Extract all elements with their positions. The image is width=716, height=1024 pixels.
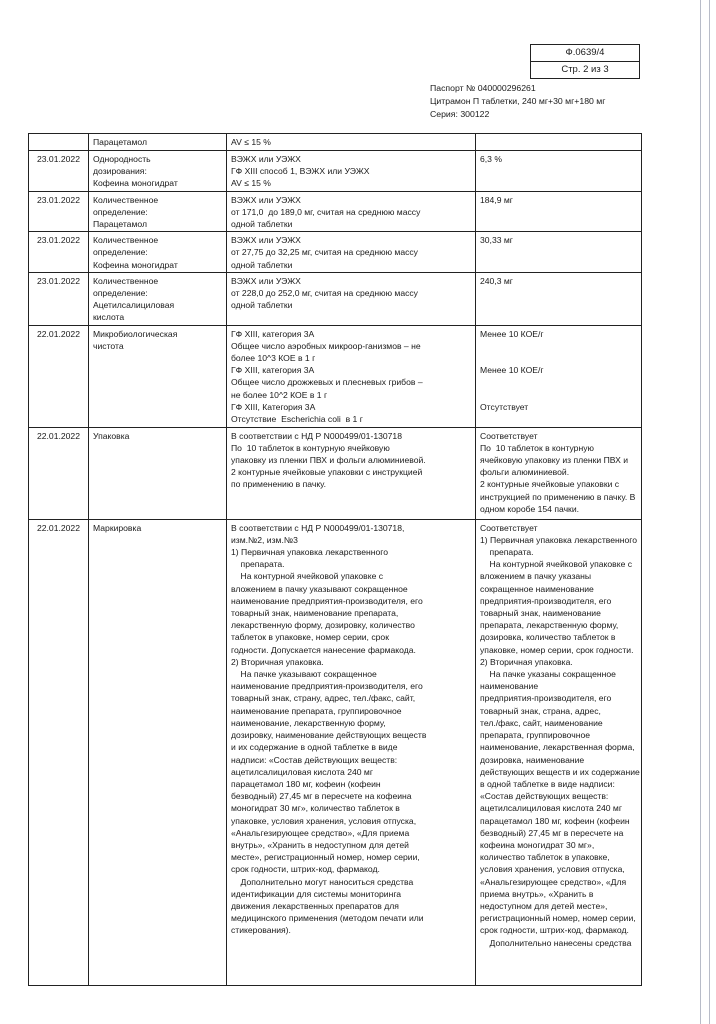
text-line: товарный знак, страна, адрес, [480,705,601,716]
table-row [29,134,642,151]
product-name: Цитрамон П таблетки, 240 мг+30 мг+180 мг [430,96,606,106]
text-line [480,376,637,388]
text-line: ВЭЖХ или УЭЖХ [231,154,301,164]
text-line: приема внутрь», «Хранить в [480,888,594,899]
text-line: ВЭЖХ или УЭЖХ [231,275,301,286]
test-name-cell [89,151,227,192]
text-line: Однородность [93,154,151,164]
table-row [29,427,642,519]
text-line: чистота [93,340,124,351]
text-line: предприятия-производителя, его [480,595,612,606]
text-line: безводный) 27,45 мг в пересчете на [480,827,624,838]
text-line: годности. Допускается нанесение фармакода. [231,644,416,655]
text-line: товарный знак, страну, адрес, тел./факс, сайт, [231,693,416,704]
text-line: недоступном для детей месте», [480,900,608,911]
norm-cell [227,232,476,273]
test-name-cell [89,272,227,325]
text-line: Количественное [93,275,159,286]
text-line: ГФ XIII, категория 3А [231,328,315,339]
form-code: Ф.0639/4 [565,47,605,58]
text-line: ВЭЖХ или УЭЖХ [231,194,301,205]
result-cell [476,427,642,519]
row-date: 23.01.2022 [29,232,89,273]
text-line: упаковке, условия хранения, условия отпуска, [231,815,417,826]
table-row [29,519,642,985]
text-line: внутрь», «Хранить в недоступном для детей [231,839,409,850]
text-line: стикерования). [231,925,291,936]
text-line: ГФ XIII способ 1, ВЭЖХ или УЭЖХ [231,166,370,177]
text-line: Отсутствует [480,401,529,412]
text-line: наименование препарата, группировочное [231,705,402,716]
batch-series: Серия: 300122 [430,109,490,119]
text-line: Количественное [93,194,159,205]
text-line: Соответствует [480,430,538,441]
text-line: фольги алюминиевой. [480,467,570,478]
text-line: наименование, лекарственную форму, [231,717,386,728]
text-line: Маркировка [93,522,142,533]
text-line: и их содержание в одной таблетке в виде [231,742,398,753]
text-line: моногидрат 30 мг», количество таблеток в [231,803,400,814]
norm-cell [227,134,476,151]
text-line: от 171,0 до 189,0 мг, считая на среднюю массу [231,206,421,217]
text-line: На пачке указаны сокращенное [480,669,616,680]
text-line: ацетилсалициловая кислота 240 мг [480,803,622,814]
text-line: дозирования: [93,166,147,177]
text-line: На контурной ячейковой упаковке с [480,559,633,570]
text-line: одной таблетки [231,219,293,230]
test-name-cell [89,519,227,985]
text-line: наименование предприятия-производителя, его [231,595,423,606]
text-line: 2 контурные ячейковые упаковки с [480,479,620,490]
text-line: от 27,75 до 32,25 мг, считая на среднюю массу [231,247,418,258]
result-cell [476,519,642,985]
text-line: ГФ XIII, категория 3А [231,365,315,376]
text-line: количество таблеток в упаковке, [480,852,610,863]
text-line: Общее число аэробных микроор-ганизмов – не [231,340,421,351]
page-number: Стр. 2 из 3 [531,61,639,78]
text-line: 30,33 мг [480,235,513,246]
text-line: срок годности, штрих-код, фармакод. [480,925,629,936]
scan-edge-line [700,0,701,1024]
text-line: 184,9 мг [480,194,513,205]
result-cell [476,232,642,273]
result-cell [476,325,642,427]
table-row [29,191,642,232]
text-line: препарата. [480,547,534,558]
text-line: не более 10^2 КОЕ в 1 г [231,389,328,400]
text-line: инструкцией по применению в пачку. В [480,491,636,502]
passport-number: Паспорт № 040000296261 [430,83,536,93]
row-date: 23.01.2022 [29,272,89,325]
result-cell [476,151,642,192]
text-line: Парацетамол [93,219,147,230]
text-line: дозировку, наименование действующих веществ [231,730,427,741]
result-cell [476,134,642,151]
text-line: вложением в пачку указаны [480,571,592,582]
text-line: сокращенное наименование [480,583,594,594]
text-line: На контурной ячейковой упаковке с [231,571,384,582]
text-line: Кофеина моногидрат [93,259,178,270]
text-line: товарный знак, наименование препарата, [231,608,399,619]
text-line: по применению в пачку. [231,479,327,490]
text-line: регистрационный номер, номер серии, [480,913,636,924]
text-line: кислота [93,312,125,323]
text-line: движения лекарственных препаратов для [231,900,399,911]
text-line: парацетамол 180 мг, кофеин (кофеин [231,778,381,789]
text-line: Дополнительно нанесены средства [480,937,632,948]
row-date: 22.01.2022 [29,325,89,427]
text-line: идентификации для системы мониторинга [231,888,402,899]
norm-cell [227,427,476,519]
test-results-table [28,133,642,986]
form-code-box [530,44,640,79]
text-line: ацетилсалициловая кислота 240 мг [231,766,373,777]
text-line: Менее 10 КОЕ/г [480,328,544,339]
text-line: AV ≤ 15 % [231,137,271,147]
table-row [29,325,642,427]
text-line: наименование, лекарственная форма, [480,742,635,753]
text-line: По 10 таблеток в контурную [480,442,594,453]
text-line: 2) Вторичная упаковка. [231,656,324,667]
text-line: В соответствии с НД Р N000499/01-130718 [231,430,402,441]
norm-cell [227,519,476,985]
norm-cell [227,151,476,192]
passport-info [430,82,605,121]
text-line: вложением в пачку указывают сокращенное [231,583,408,594]
text-line: По 10 таблеток в контурную ячейковую [231,442,390,453]
test-name-cell [89,232,227,273]
test-name-cell [89,134,227,151]
text-line: Соответствует [480,522,538,533]
row-date: 22.01.2022 [29,427,89,519]
text-line: «Анальгезирующее средство», «Для приема [231,827,410,838]
text-line: условия хранения, условия отпуска, [480,864,625,875]
text-line: Парацетамол [93,137,147,147]
text-line: безводный) 27,45 мг в пересчете на кофеина [231,791,412,802]
text-line: Упаковка [93,430,130,441]
text-line: медицинского применения (методом печати или [231,913,424,924]
text-line: 6,3 % [480,154,502,164]
text-line: от 228,0 до 252,0 мг, считая на среднюю массу [231,288,418,299]
text-line: товарный знак, наименование [480,608,601,619]
text-line: тел./факс, сайт, наименование [480,717,603,728]
text-line [480,389,637,401]
text-line: Микробиологическая [93,328,178,339]
norm-cell [227,272,476,325]
text-line: 1) Первичная упаковка лекарственного [231,547,388,558]
text-line: срок годности, штрих-код, фармакод. [231,864,380,875]
text-line: кофеина моногидрат 30 мг», [480,839,595,850]
text-line: На пачке указывают сокращенное [231,669,377,680]
text-line: более 10^3 КОЕ в 1 г [231,353,316,364]
text-line: предприятия-производителя, его [480,693,612,704]
text-line: «Анальгезирующее средство», «Для [480,876,627,887]
text-line: ВЭЖХ или УЭЖХ [231,235,301,246]
text-line: В соответствии с НД Р N000499/01-130718, [231,522,405,533]
text-line: дозировка, наименование [480,754,585,765]
row-date [29,134,89,151]
text-line: лекарственную форму, дозировку, количество [231,620,415,631]
text-line: 2) Вторичная упаковка. [480,656,573,667]
text-line: Ацетилсалициловая [93,300,175,311]
text-line: Дополнительно могут наноситься средства [231,876,414,887]
text-line: в одной таблетке в виде надписи: [480,778,615,789]
row-date: 23.01.2022 [29,151,89,192]
text-line: Кофеина моногидрат [93,178,178,189]
text-line: AV ≤ 15 % [231,178,271,189]
text-line: одной таблетки [231,300,293,311]
text-line: действующих веществ и их содержание [480,766,640,777]
table-row [29,232,642,273]
test-name-cell [89,427,227,519]
text-line: наименование предприятия-производителя, его [231,681,423,692]
text-line: ГФ XIII, Категория 3А [231,401,316,412]
text-line: ячейковую упаковку из пленки ПВХ и [480,455,629,466]
test-name-cell [89,191,227,232]
text-line: препарата, лекарственную форму, [480,620,619,631]
table-row [29,272,642,325]
text-line: наименование [480,681,539,692]
text-line: парацетамол 180 мг, кофеин (кофеин [480,815,630,826]
text-line: Менее 10 КОЕ/г [480,365,544,376]
norm-cell [227,325,476,427]
text-line: одном коробе 154 пачки. [480,503,580,514]
text-line: определение: [93,206,148,217]
text-line: месте», регистрационный номер, номер серии, [231,852,420,863]
text-line: упаковку из пленки ПВХ и фольги алюминиевой. [231,455,426,466]
result-cell [476,191,642,232]
text-line: упаковке, номер серии, срок годности. [480,644,634,655]
text-line: Количественное [93,235,159,246]
text-line: Отсутствие Escherichia coli в 1 г [231,414,363,425]
text-line: препарата, группировочное [480,730,591,741]
text-line: 1) Первичная упаковка лекарственного [480,534,637,545]
text-line: «Состав действующих веществ: [480,791,609,802]
text-line: 240,3 мг [480,275,513,286]
text-line: 2 контурные ячейковые упаковки с инструкцией [231,467,423,478]
text-line: определение: [93,247,148,258]
text-line: Общее число дрожжевых и плесневых грибов – [231,377,423,388]
text-line: дозировка, количество таблеток в [480,632,616,643]
text-line: препарата. [231,559,285,570]
text-line [480,352,637,364]
text-line: изм.№2, изм.№3 [231,534,298,545]
text-line [480,340,637,352]
row-date: 22.01.2022 [29,519,89,985]
table-row [29,151,642,192]
text-line: определение: [93,288,148,299]
row-date: 23.01.2022 [29,191,89,232]
text-line: надписи: «Состав действующих веществ: [231,754,398,765]
text-line: таблеток в упаковке, номер серии, срок [231,632,389,643]
norm-cell [227,191,476,232]
result-cell [476,272,642,325]
scan-edge-line [709,0,710,1024]
text-line: одной таблетки [231,259,293,270]
test-name-cell [89,325,227,427]
